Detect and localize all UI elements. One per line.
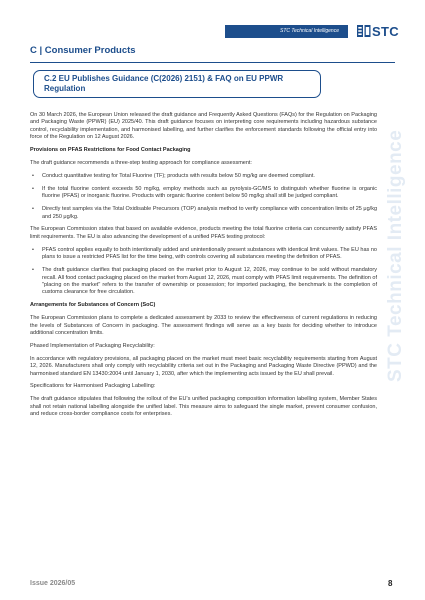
section-title: C | Consumer Products xyxy=(30,45,136,56)
list-item: • Directly test samples via the Total Oxidisable Precursors (TOP) analysis method to verify compliance with concentration limits of 25 μg/kg and 250 μg/kg. xyxy=(30,206,377,221)
article-title: C.2 EU Publishes Guidance (C(2026) 2151) & FAQ on EU PPWR Regulation xyxy=(44,74,284,93)
commission-statement: The European Commission states that based on available evidence, products meeting the total fluorine criteria can concurrently satisfy PFAS limit requirements. The EU is also advancing the development of a unified PFAS testing protocol: xyxy=(30,226,377,240)
stc-logo xyxy=(357,23,399,39)
intro-paragraph: On 30 March 2026, the European Union released the draft guidance and Frequently Asked Questions (FAQs) for the Regulation on Packaging and Packaging Waste (PPWR) (EU) 2025/40. This draft guidance focuses on interpreting core requirements including hazardous substance control, recyclability implementation, and harmonised labelling, and further clarifies the enforcement standards following the official entry into force of the Regulation on 12 August 2026. xyxy=(30,112,377,141)
pfas-heading: Provisions on PFAS Restrictions for Food Contact Packaging xyxy=(30,147,191,154)
list-item: • If the total fluorine content exceeds 50 mg/kg, employ methods such as pyrolysis-GC/MS to distinguish whether fluorine is organic fluorine (PFAS) or inorganic fluorine. Products with organic fluorine content below 50 mg/kg shall still be judged compliant. xyxy=(30,186,377,201)
protocol-list xyxy=(30,247,377,297)
soc-paragraph: The European Commission plans to complete a dedicated assessment by 2033 to review the effectiveness of current regulations in reducing the levels of Substances of Concern in packaging. The assessment findings will serve as a key basis for deciding whether to introduce additional concentration limits. xyxy=(30,315,377,336)
title-divider xyxy=(30,62,395,63)
list-item: • PFAS control applies equally to both intentionally added and unintentionally present substances with identical limit values. The EU has no plans to issue a restricted PFAS list for the time being, with controls covering all substances meeting the definition of PFAS. xyxy=(30,247,377,262)
logo-text: STC xyxy=(372,23,399,39)
watermark: STC Technical Intelligence xyxy=(385,130,406,383)
article-title-box xyxy=(33,70,321,98)
header-bar xyxy=(225,25,348,38)
labelling-heading: Specifications for Harmonised Packaging Labelling: xyxy=(30,383,156,390)
soc-heading: Arrangements for Substances of Concern (SoC) xyxy=(30,302,156,309)
pfas-intro: The draft guidance recommends a three-step testing approach for compliance assessment: xyxy=(30,160,252,167)
phased-paragraph: In accordance with regulatory provisions, all packaging placed on the market must meet basic recyclability requirements starting from August 12, 2026. Manufacturers shall only comply with recyclability criteria set out in the Packaging and Packaging Waste Directive (PPWD) and the harmonised standard EN 13430:2004 until January 1, 2030, after which the implementing acts issued by the EU shall prevail. xyxy=(30,355,377,377)
labelling-paragraph: The draft guidance stipulates that following the rollout of the EU's unified packaging composition information labelling system, Member States shall not retain national labelling alongside the unified label. This measure aims to safeguard the single market, prevent consumer confusion, and reduce cross-border compliance costs for enterprises. xyxy=(30,396,377,418)
list-item: • Conduct quantitative testing for Total Fluorine (TF); products with results below 50 mg/kg are deemed compliant. xyxy=(30,173,377,180)
phased-heading: Phased Implementation of Packaging Recyclability: xyxy=(30,342,155,349)
issue-label: Issue 2026/05 xyxy=(30,580,76,587)
page-number: 8 xyxy=(388,579,393,588)
stc-logo-icon xyxy=(357,24,371,38)
list-item: • The draft guidance clarifies that packaging placed on the market prior to August 12, 2026, may continue to be sold without mandatory recall. All food contact packaging placed on the market from August 12, 2026, must comply with PFAS limit requirements. The definition of "placing on the market" refers to the transfer of ownership or possession; for imported packaging, the benchmark is the completion of customs clearance for free circulation. xyxy=(30,267,377,297)
pfas-steps-list xyxy=(30,173,377,221)
article-body xyxy=(30,112,377,424)
header-bar-text: STC Technical Intelligence xyxy=(279,28,339,34)
